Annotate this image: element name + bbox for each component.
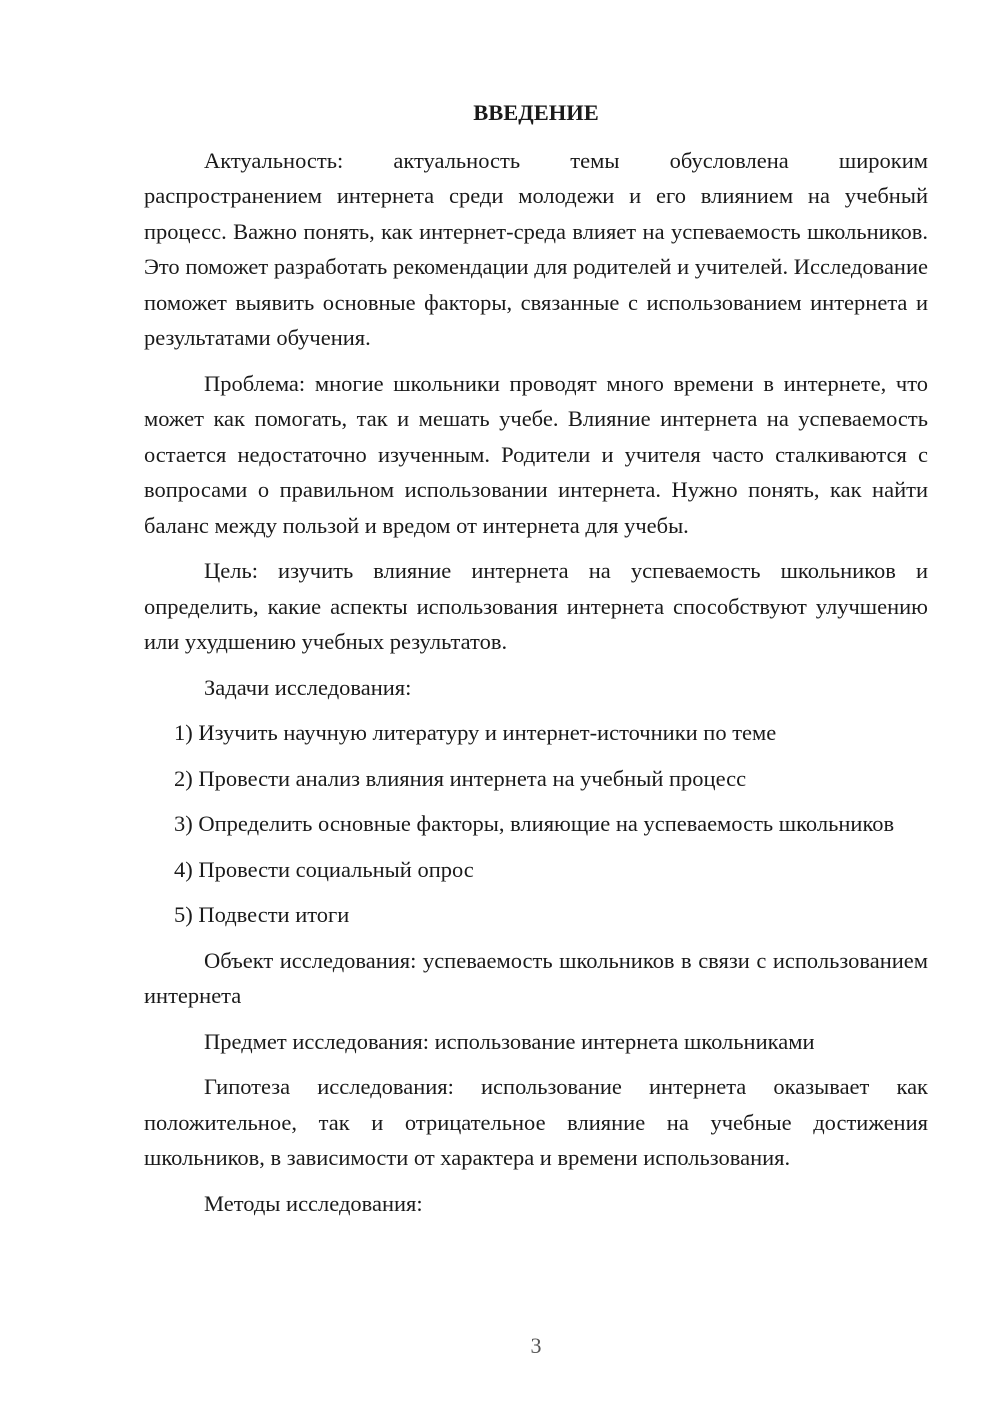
page-title: ВВЕДЕНИЕ — [473, 100, 599, 125]
task-item-4: 4) Провести социальный опрос — [174, 856, 474, 882]
task-item-2: 2) Провести анализ влияния интернета на учебный процесс — [174, 765, 747, 791]
task-item-3: 3) Определить основные факторы, влияющие на успеваемость школьников — [174, 811, 895, 836]
tasks-list — [144, 715, 928, 933]
problem-paragraph: Проблема: многие школьники проводят много времени в интернете, что может как помогать, так и мешать учебе. Влияние интернета на успеваемость остается недостаточно изученным. Родители и учителя часто сталкиваются с вопросами о правильном использовании интернета. Нужно понять, как найти баланс между пользой и вредом от интернета для учебы. — [144, 370, 928, 538]
tasks-heading: Задачи исследования: — [204, 674, 412, 700]
task-item-5: 5) Подвести итоги — [174, 902, 350, 927]
task-item-1: 1) Изучить научную литературу и интернет-источники по теме — [174, 720, 777, 745]
page-content — [144, 95, 928, 1231]
object-paragraph: Объект исследования: успеваемость школьников в связи с использованием интернета — [144, 947, 928, 1008]
page-number: 3 — [530, 1333, 542, 1358]
goal-paragraph: Цель: изучить влияние интернета на успеваемость школьников и определить, какие аспекты использования интернета способствуют улучшению или ухудшению учебных результатов. — [144, 558, 928, 654]
hypothesis-paragraph: Гипотеза исследования: использование интернета оказывает как положительное, так и отрицательное влияние на учебные достижения школьников, в зависимости от характера и времени использования. — [144, 1074, 928, 1170]
subject-paragraph: Предмет исследования: использование интернета школьниками — [204, 1028, 815, 1054]
relevance-paragraph: Актуальность: актуальность темы обусловлена широким распространением интернета среди молодежи и его влиянием на учебный процесс. Важно понять, как интернет-среда влияет на успеваемость школьников. Это поможет разработать рекомендации для родителей и учителей. Исследование поможет выявить основные факторы, связанные с использованием интернета и результатами обучения. — [144, 147, 928, 350]
methods-paragraph: Методы исследования: — [204, 1190, 423, 1216]
